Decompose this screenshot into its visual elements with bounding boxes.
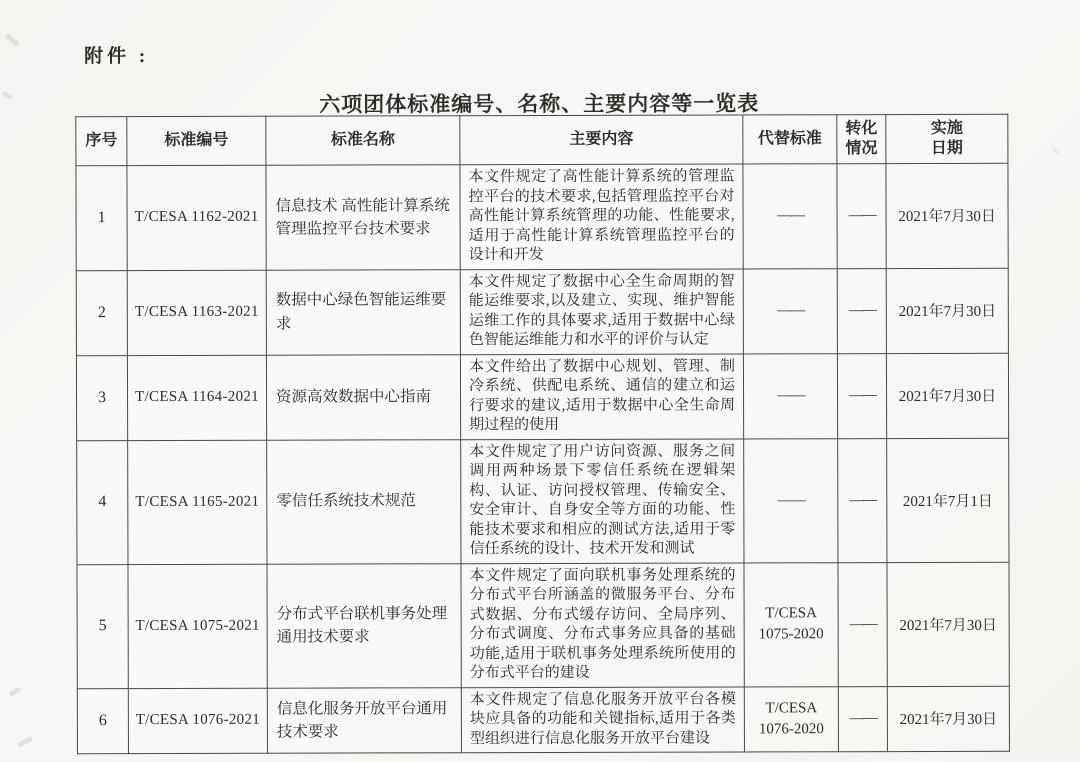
table-row [76, 268, 1008, 355]
cell-replaced-standard: —— [743, 353, 837, 438]
table-row [76, 353, 1008, 440]
header-implementation-date: 实施 日期 [886, 114, 1008, 163]
cell-standard-name: 信息化服务开放平台通用技术要求 [267, 687, 461, 753]
header-standard-name: 标准名称 [266, 116, 460, 166]
cell-main-content: 本文件规定了面向联机事务处理系统的分布式平台所涵盖的微服务平台、分布式数据、分布式缓存访问、全局序列、分布式调度、分布式事务应具备的基础功能,适用于联机事务处理系统所使用的分布式平台的建设 [461, 562, 744, 687]
cell-main-content: 本文件规定了信息化服务开放平台各模块应具备的功能和关键指标,适用于各类型组织进行信息化服务开放平台建设 [461, 686, 744, 752]
cell-serial-number: 1 [76, 166, 127, 271]
header-standard-code: 标准编号 [127, 116, 266, 165]
cell-conversion-status: —— [838, 562, 887, 686]
cell-conversion-status: —— [837, 353, 886, 438]
header-conversion-status: 转化 情况 [837, 115, 886, 164]
cell-main-content: 本文件规定了用户访问资源、服务之间调用两种场景下零信任系统在逻辑架构、认证、访问授权管理、传输安全、安全审计、自身安全等方面的功能、性能技术要求和相应的测试方法,适用于零信任系统的设计、技术开发和测试 [461, 438, 744, 563]
cell-standard-code: T/CESA 1162-2021 [127, 165, 266, 270]
cell-conversion-status: —— [837, 164, 886, 269]
cell-standard-name: 零信任系统技术规范 [267, 439, 461, 564]
cell-conversion-status: —— [838, 438, 887, 562]
cell-standard-code: T/CESA 1076-2021 [128, 688, 267, 754]
header-main-content: 主要内容 [460, 115, 743, 165]
scan-artifact [17, 736, 33, 748]
cell-standard-name: 数据中心绿色智能运维要求 [266, 269, 460, 355]
header-replaced-standard: 代替标准 [743, 115, 837, 164]
header-serial-number: 序号 [76, 117, 127, 166]
cell-implementation-date: 2021年7月30日 [886, 268, 1008, 353]
cell-serial-number: 6 [77, 688, 128, 754]
cell-replaced-standard: —— [743, 268, 837, 353]
cell-serial-number: 3 [76, 355, 127, 440]
cell-implementation-date: 2021年7月30日 [887, 686, 1009, 752]
cell-standard-code: T/CESA 1165-2021 [128, 440, 267, 564]
cell-standard-name: 信息技术 高性能计算系统管理监控平台技术要求 [266, 165, 460, 270]
page-title: 六项团体标准编号、名称、主要内容等一览表 [319, 91, 760, 117]
table-row [77, 686, 1009, 754]
cell-replaced-standard: T/CESA 1076-2020 [744, 686, 838, 752]
cell-implementation-date: 2021年7月30日 [887, 562, 1009, 686]
scan-artifact [5, 34, 19, 47]
scan-artifact [8, 686, 21, 697]
cell-main-content: 本文件规定了高性能计算系统的管理监控平台的技术要求,包括管理监控平台对高性能计算系统管理的功能、性能要求,适用于高性能计算系统管理监控平台的设计和开发 [460, 164, 743, 269]
cell-serial-number: 2 [76, 270, 127, 355]
cell-serial-number: 4 [77, 440, 128, 564]
cell-replaced-standard: —— [744, 438, 838, 562]
scan-artifact [1051, 146, 1060, 155]
table-row [76, 163, 1008, 270]
cell-standard-code: T/CESA 1164-2021 [127, 355, 266, 440]
cell-standard-name: 分布式平台联机事务处理通用技术要求 [267, 563, 461, 688]
cell-conversion-status: —— [838, 686, 887, 752]
cell-standard-code: T/CESA 1075-2021 [128, 564, 267, 688]
cell-main-content: 本文件给出了数据中心规划、管理、制冷系统、供配电系统、通信的建立和运行要求的建议,适用于数据中心全生命周期过程的使用 [460, 353, 743, 439]
table-header-row [76, 114, 1008, 165]
cell-implementation-date: 2021年7月30日 [886, 353, 1008, 438]
cell-standard-code: T/CESA 1163-2021 [127, 270, 266, 355]
table-row [77, 438, 1009, 564]
table-row [77, 562, 1009, 688]
cell-implementation-date: 2021年7月30日 [886, 163, 1008, 268]
cell-main-content: 本文件规定了数据中心全生命周期的智能运维要求,以及建立、实现、维护智能运维工作的具体要求,适用于数据中心绿色智能运维能力和水平的评价与认定 [460, 268, 743, 354]
attachment-label: 附件 : [84, 46, 150, 68]
cell-implementation-date: 2021年7月1日 [887, 438, 1009, 562]
cell-serial-number: 5 [77, 564, 128, 688]
cell-replaced-standard: T/CESA 1075-2020 [744, 562, 838, 686]
standards-table [75, 114, 1010, 754]
cell-conversion-status: —— [837, 268, 886, 353]
cell-standard-name: 资源高效数据中心指南 [266, 354, 460, 440]
cell-replaced-standard: —— [743, 164, 837, 269]
